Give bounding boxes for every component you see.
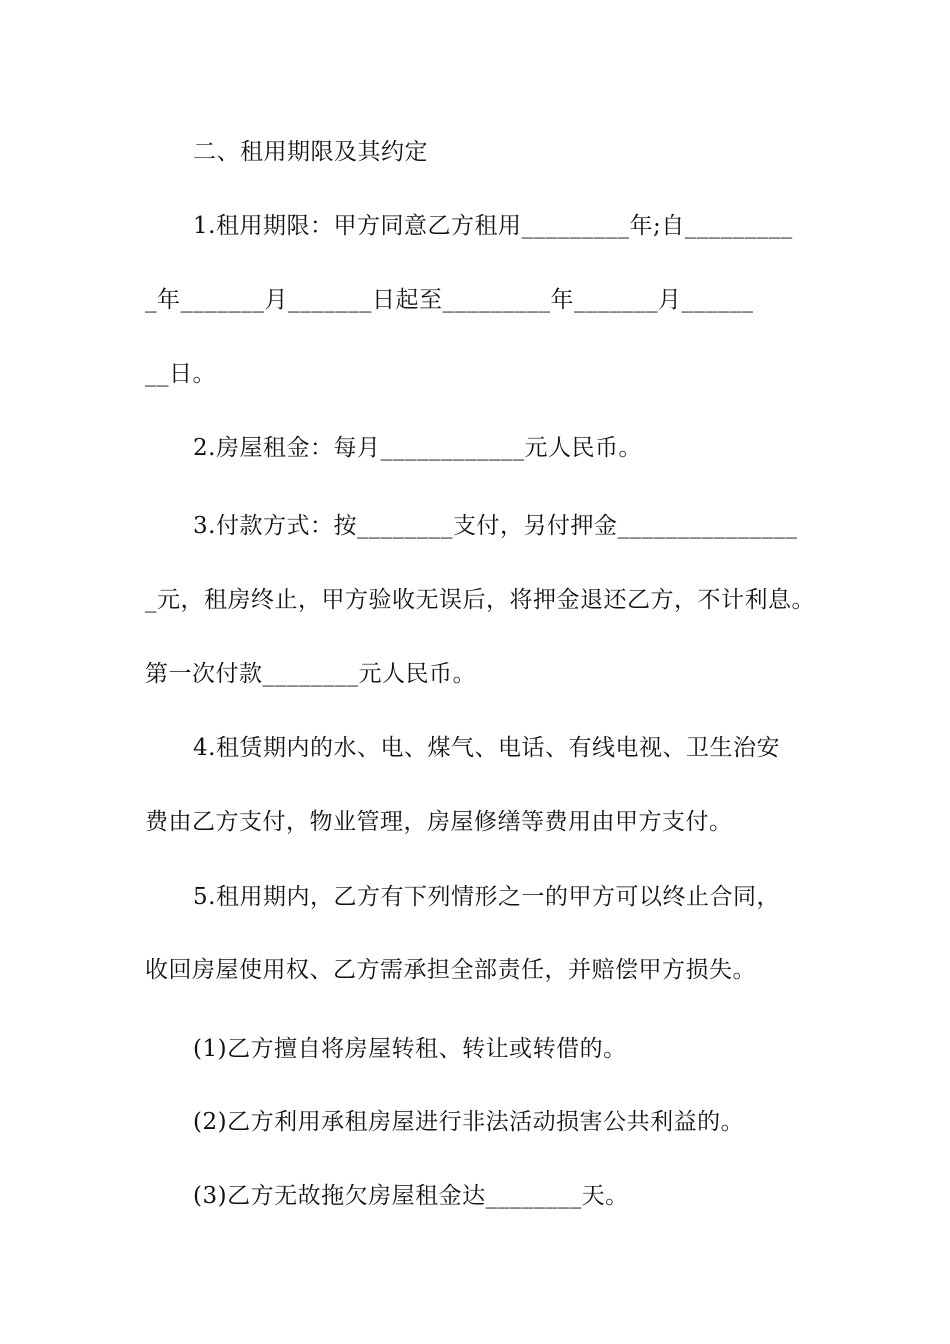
clause-5-item-1: (1)乙方擅自将房屋转租、转让或转借的。 <box>193 1036 627 1062</box>
clause-5-item-3: (3)乙方无故拖欠房屋租金达________天。 <box>193 1183 629 1209</box>
clause-2-line-1: 2.房屋租金：每月____________元人民币。 <box>193 435 642 461</box>
clause-3-line-3: 第一次付款________元人民币。 <box>145 661 476 687</box>
clause-1-line-1: 1.租用期限：甲方同意乙方租用_________年;自_________ <box>193 213 793 239</box>
clause-3-line-1: 3.付款方式：按________支付，另付押金_______________ <box>193 513 798 539</box>
clause-4-line-2: 费由乙方支付，物业管理，房屋修缮等费用由甲方支付。 <box>145 809 733 835</box>
clause-3-line-2: _元，租房终止，甲方验收无误后，将押金退还乙方，不计利息。 <box>145 587 815 613</box>
clause-4-line-1: 4.租赁期内的水、电、煤气、电话、有线电视、卫生治安 <box>193 735 780 761</box>
clause-5-item-2: (2)乙方利用承租房屋进行非法活动损害公共利益的。 <box>193 1109 745 1135</box>
section-heading: 二、租用期限及其约定 <box>193 139 428 165</box>
clause-5-line-2: 收回房屋使用权、乙方需承担全部责任，并赔偿甲方损失。 <box>145 957 756 983</box>
clause-1-line-2: _年_______月_______日起至_________年_______月______ <box>145 287 754 313</box>
clause-5-line-1: 5.租用期内，乙方有下列情形之一的甲方可以终止合同， <box>193 884 780 910</box>
clause-1-line-3: __日。 <box>145 361 216 387</box>
